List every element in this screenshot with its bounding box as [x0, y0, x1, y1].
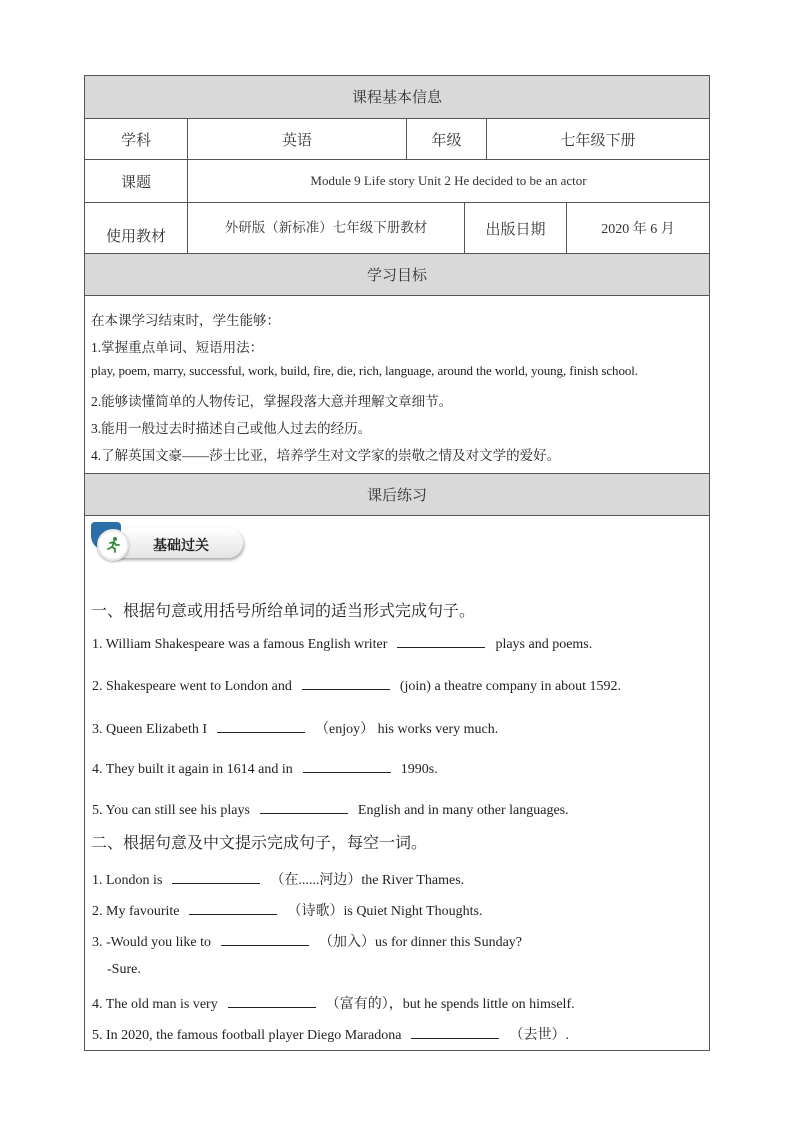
answer-blank[interactable]	[217, 720, 305, 733]
exercise-line: 2. My favourite （诗歌）is Quiet Night Thoughts.	[92, 904, 483, 919]
basic-level-badge	[91, 522, 241, 562]
course-info-header	[85, 76, 709, 119]
section1-title: 一、根据句意或用括号所给单词的适当形式完成句子。	[91, 601, 476, 620]
textbook-value: 外研版（新标准）七年级下册教材	[188, 203, 465, 253]
objectives-header	[85, 254, 709, 296]
date-label: 出版日期	[465, 203, 567, 253]
practice-header	[85, 474, 709, 516]
answer-blank[interactable]	[411, 1026, 499, 1039]
exercise-line: 1. William Shakespeare was a famous English writer plays and poems.	[92, 637, 593, 652]
objectives-body	[85, 296, 709, 474]
answer-blank[interactable]	[189, 902, 277, 915]
topic-value: Module 9 Life story Unit 2 He decided to be an actor	[310, 173, 587, 188]
topic-label: 课题	[85, 160, 188, 202]
objectives-title: 学习目标	[366, 266, 427, 284]
objective-line: 4.了解英国文豪——莎士比亚，培养学生对文学家的崇敬之情及对文学的爱好。	[91, 448, 561, 463]
course-info-title: 课程基本信息	[351, 88, 442, 106]
exercise-reply: -Sure.	[107, 962, 141, 977]
grade-label: 年级	[407, 119, 487, 159]
topic-row	[85, 160, 709, 203]
runner-icon	[97, 529, 129, 561]
exercise-line: 4. The old man is very （富有的），but he spends little on himself.	[92, 997, 575, 1012]
textbook-label: 使用教材	[85, 203, 188, 253]
subject-row	[85, 119, 709, 160]
answer-blank[interactable]	[303, 760, 391, 773]
objective-line: 2.能够读懂简单的人物传记，掌握段落大意并理解文章细节。	[91, 394, 453, 409]
answer-blank[interactable]	[172, 871, 260, 884]
section2-title: 二、根据句意及中文提示完成句子，每空一词。	[91, 833, 428, 852]
answer-blank[interactable]	[260, 801, 348, 814]
practice-title: 课后练习	[366, 486, 427, 504]
practice-body	[85, 516, 709, 1050]
objective-line: 3.能用一般过去时描述自己或他人过去的经历。	[91, 421, 372, 436]
objective-line: play, poem, marry, successful, work, build, fire, die, rich, language, around the world, young, finish school.	[91, 363, 638, 378]
date-value: 2020 年 6 月	[601, 222, 675, 237]
exercise-line: 5. You can still see his plays English and in many other languages.	[92, 803, 569, 818]
textbook-row	[85, 203, 709, 254]
badge-label: 基础过关	[153, 538, 209, 554]
answer-blank[interactable]	[302, 677, 390, 690]
grade-value: 七年级下册	[560, 130, 636, 149]
subject-label: 学科	[85, 119, 188, 159]
answer-blank[interactable]	[228, 995, 316, 1008]
exercise-line: 1. London is （在......河边）the River Thames.	[92, 873, 465, 888]
exercise-line: 3. Queen Elizabeth I （enjoy） his works very much.	[92, 722, 499, 737]
exercise-line: 3. -Would you like to （加入）us for dinner this Sunday?	[92, 935, 523, 950]
lesson-sheet	[84, 75, 710, 1051]
exercise-line: 2. Shakespeare went to London and (join) a theatre company in about 1592.	[92, 679, 622, 694]
exercise-line: 4. They built it again in 1614 and in 1990s.	[92, 762, 438, 777]
objective-line: 在本课学习结束时，学生能够：	[91, 313, 280, 328]
subject-value: 英语	[188, 119, 407, 159]
objective-line: 1.掌握重点单词、短语用法：	[91, 340, 264, 355]
answer-blank[interactable]	[397, 635, 485, 648]
answer-blank[interactable]	[221, 933, 309, 946]
exercise-line: 5. In 2020, the famous football player Diego Maradona （去世）.	[92, 1028, 569, 1043]
